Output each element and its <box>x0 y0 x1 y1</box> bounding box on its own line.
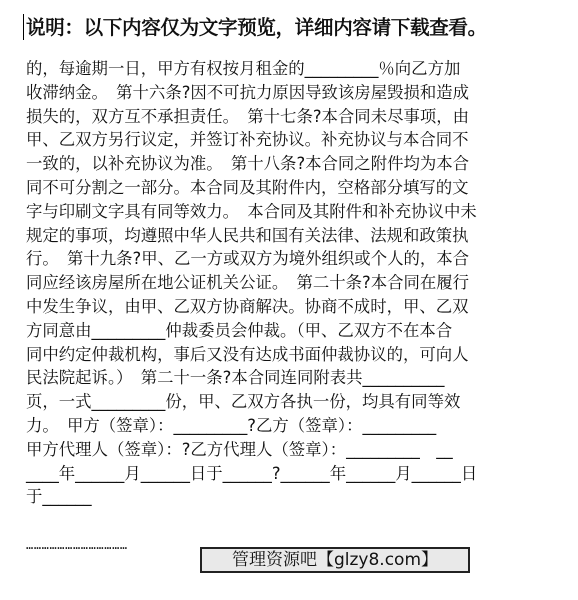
contract-body <box>26 57 556 509</box>
contract-line: 方同意由_________仲裁委员会仲裁。（甲、乙双方不在本合 <box>26 320 453 340</box>
contract-line: 于______ <box>26 487 92 507</box>
contract-line: 损失的，双方互不承担责任。 第十七条?本合同未尽事项，由 <box>26 106 470 126</box>
preview-notice: 说明：以下内容仅为文字预览，详细内容请下载查看。 <box>26 16 487 39</box>
dotted-separator: ………………………………… <box>26 538 128 552</box>
contract-line: 收滞纳金。 第十六条?因不可抗力原因导致该房屋毁损和造成 <box>26 82 470 102</box>
contract-line: 一致的，以补充协议为准。 第十八条?本合同之附件均为本合 <box>26 154 470 174</box>
contract-line: 规定的事项，均遵照中华人民共和国有关法律、法规和政策执 <box>26 225 469 245</box>
contract-line: 民法院起诉。） 第二十一条?本合同连同附表共__________ <box>26 368 445 388</box>
contract-line: 行。 第十九条?甲、乙一方或双方为境外组织或个人的，本合 <box>26 249 470 269</box>
contract-line: 同应经该房屋所在地公证机关公证。 第二十条?本合同在履行 <box>26 273 470 293</box>
contract-line: 甲、乙双方另行议定，并签订补充协议。补充协议与本合同不 <box>26 130 469 150</box>
contract-line: 同不可分割之一部分。本合同及其附件内，空格部分填写的文 <box>26 177 469 197</box>
contract-line: 同中约定仲裁机构，事后又没有达成书面仲裁协议的，可向人 <box>26 344 469 364</box>
contract-line: 中发生争议，由甲、乙双方协商解决。协商不成时，甲、乙双 <box>26 296 469 316</box>
contract-line: 字与印刷文字具有同等效力。 本合同及其附件和补充协议中未 <box>26 201 477 221</box>
source-link-button[interactable]: 管理资源吧【glzy8.com】 <box>200 547 470 573</box>
contract-line: 的，每逾期一日，甲方有权按月租金的_________％向乙方加 <box>26 59 461 78</box>
contract-line: 甲方代理人（签章）：?乙方代理人（签章）：_________ __ <box>26 439 453 459</box>
text-cursor <box>23 14 24 40</box>
contract-line: ____年______月______日于______?______年______月______日 <box>26 463 478 483</box>
contract-line: 力。 甲方（签章）：_________?乙方（签章）：_________ <box>26 415 437 435</box>
contract-line: 页，一式_________份，甲、乙双方各执一份，均具有同等效 <box>26 392 461 412</box>
